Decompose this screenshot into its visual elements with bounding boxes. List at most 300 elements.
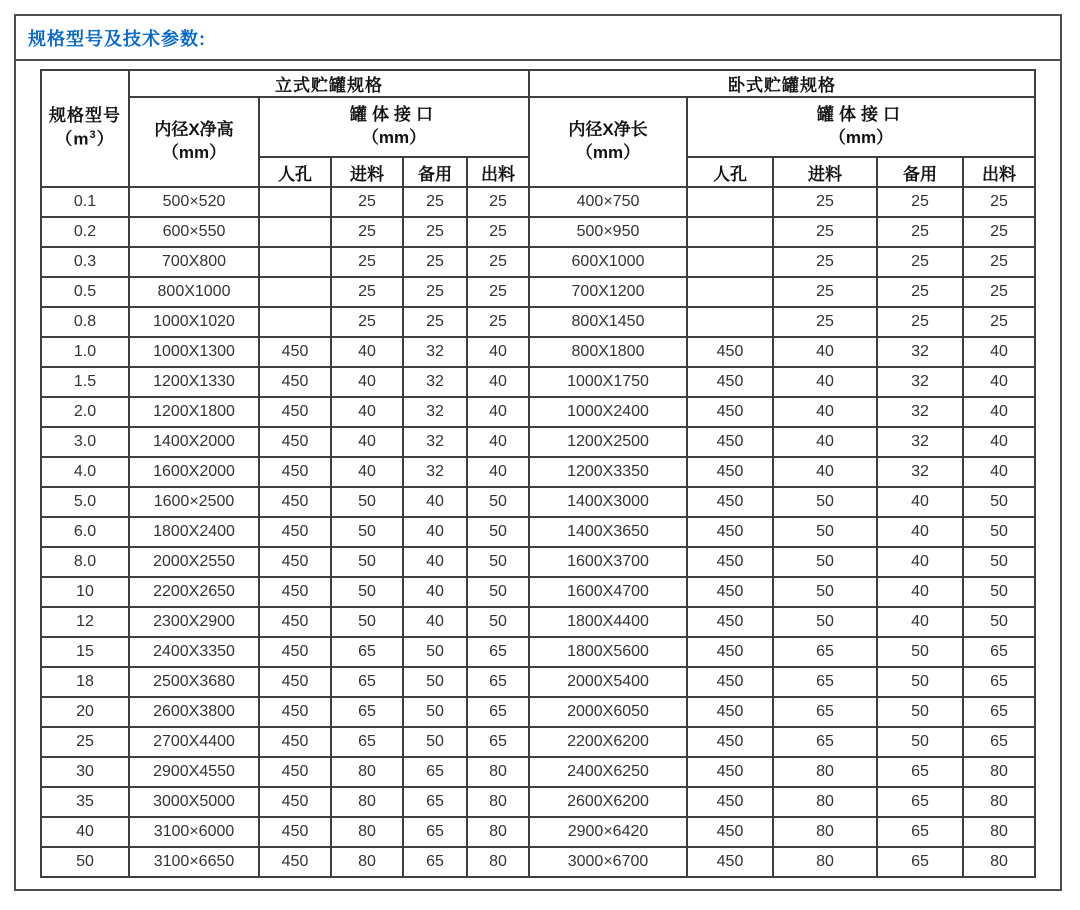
cell-model: 8.0 — [41, 547, 129, 577]
cell-vertical-manhole: 450 — [259, 367, 331, 397]
cell-vertical-spare: 40 — [403, 607, 467, 637]
cell-vertical-outlet: 50 — [467, 577, 529, 607]
table-row — [41, 847, 1035, 877]
cell-vertical-spare: 40 — [403, 577, 467, 607]
cell-horizontal-feed: 40 — [773, 367, 877, 397]
header-vertical-ports-unit: （mm） — [361, 128, 427, 147]
cell-horizontal-feed: 40 — [773, 457, 877, 487]
cell-horizontal-dim: 2600X6200 — [529, 787, 687, 817]
cell-vertical-feed: 25 — [331, 307, 403, 337]
cell-horizontal-spare: 25 — [877, 187, 963, 217]
cell-vertical-dim: 700X800 — [129, 247, 259, 277]
cell-horizontal-spare: 32 — [877, 457, 963, 487]
cell-vertical-outlet: 40 — [467, 337, 529, 367]
cell-vertical-manhole: 450 — [259, 757, 331, 787]
page-title: 规格型号及技术参数: — [28, 28, 206, 49]
cell-vertical-outlet: 25 — [467, 307, 529, 337]
cell-horizontal-manhole — [687, 277, 773, 307]
cell-horizontal-outlet: 65 — [963, 697, 1035, 727]
header-model — [41, 70, 129, 187]
cell-vertical-manhole: 450 — [259, 817, 331, 847]
cell-horizontal-feed: 25 — [773, 277, 877, 307]
cell-horizontal-feed: 80 — [773, 757, 877, 787]
header-group-horizontal: 卧式贮罐规格 — [529, 70, 1035, 97]
cell-vertical-feed: 80 — [331, 817, 403, 847]
cell-horizontal-dim: 800X1450 — [529, 307, 687, 337]
header-horizontal-ports-unit: （mm） — [828, 128, 894, 147]
table-row — [41, 187, 1035, 217]
cell-horizontal-spare: 50 — [877, 637, 963, 667]
cell-horizontal-manhole: 450 — [687, 577, 773, 607]
cell-horizontal-dim: 800X1800 — [529, 337, 687, 367]
cell-vertical-manhole: 450 — [259, 547, 331, 577]
cell-vertical-feed: 50 — [331, 577, 403, 607]
cell-horizontal-dim: 2400X6250 — [529, 757, 687, 787]
cell-horizontal-dim: 1600X4700 — [529, 577, 687, 607]
cell-horizontal-dim: 1000X2400 — [529, 397, 687, 427]
cell-horizontal-spare: 40 — [877, 607, 963, 637]
cell-vertical-dim: 800X1000 — [129, 277, 259, 307]
cell-horizontal-spare: 40 — [877, 547, 963, 577]
cell-vertical-dim: 1800X2400 — [129, 517, 259, 547]
cell-vertical-outlet: 65 — [467, 727, 529, 757]
cell-horizontal-outlet: 40 — [963, 337, 1035, 367]
cell-horizontal-feed: 25 — [773, 187, 877, 217]
cell-vertical-manhole: 450 — [259, 697, 331, 727]
header-horizontal-dim-unit: （mm） — [575, 143, 641, 162]
cell-vertical-manhole — [259, 247, 331, 277]
cell-model: 4.0 — [41, 457, 129, 487]
cell-vertical-outlet: 50 — [467, 517, 529, 547]
cell-horizontal-feed: 40 — [773, 397, 877, 427]
cell-horizontal-feed: 25 — [773, 247, 877, 277]
cell-vertical-feed: 40 — [331, 457, 403, 487]
cell-horizontal-manhole: 450 — [687, 637, 773, 667]
cell-vertical-feed: 25 — [331, 247, 403, 277]
cell-horizontal-manhole: 450 — [687, 517, 773, 547]
cell-model: 10 — [41, 577, 129, 607]
header-vertical-spare: 备用 — [403, 157, 467, 187]
cell-horizontal-dim: 1200X2500 — [529, 427, 687, 457]
cell-horizontal-feed: 50 — [773, 487, 877, 517]
header-vertical-dim-unit: （mm） — [161, 143, 227, 162]
cell-horizontal-outlet: 65 — [963, 727, 1035, 757]
cell-horizontal-manhole: 450 — [687, 787, 773, 817]
cell-vertical-feed: 50 — [331, 547, 403, 577]
cell-horizontal-feed: 65 — [773, 697, 877, 727]
cell-horizontal-outlet: 80 — [963, 757, 1035, 787]
cell-vertical-feed: 50 — [331, 607, 403, 637]
cell-horizontal-manhole: 450 — [687, 817, 773, 847]
cell-vertical-feed: 65 — [331, 727, 403, 757]
cell-horizontal-spare: 50 — [877, 727, 963, 757]
cell-horizontal-spare: 25 — [877, 277, 963, 307]
cell-horizontal-spare: 65 — [877, 787, 963, 817]
cell-vertical-dim: 2900X4550 — [129, 757, 259, 787]
cell-horizontal-spare: 32 — [877, 397, 963, 427]
header-horizontal-feed: 进料 — [773, 157, 877, 187]
cell-vertical-dim: 500×520 — [129, 187, 259, 217]
cell-horizontal-spare: 40 — [877, 487, 963, 517]
table-row — [41, 577, 1035, 607]
cell-vertical-outlet: 50 — [467, 547, 529, 577]
cell-horizontal-outlet: 65 — [963, 637, 1035, 667]
cell-vertical-dim: 2000X2550 — [129, 547, 259, 577]
cell-vertical-feed: 65 — [331, 697, 403, 727]
cell-vertical-manhole: 450 — [259, 487, 331, 517]
cell-vertical-dim: 1000X1300 — [129, 337, 259, 367]
cell-model: 20 — [41, 697, 129, 727]
cell-model: 6.0 — [41, 517, 129, 547]
cell-horizontal-outlet: 40 — [963, 457, 1035, 487]
cell-vertical-manhole: 450 — [259, 607, 331, 637]
cell-vertical-outlet: 80 — [467, 757, 529, 787]
cell-vertical-dim: 2300X2900 — [129, 607, 259, 637]
cell-vertical-feed: 80 — [331, 757, 403, 787]
cell-model: 0.2 — [41, 217, 129, 247]
cell-vertical-outlet: 80 — [467, 787, 529, 817]
cell-horizontal-feed: 50 — [773, 517, 877, 547]
cell-vertical-outlet: 50 — [467, 487, 529, 517]
cell-vertical-spare: 65 — [403, 757, 467, 787]
table-row — [41, 517, 1035, 547]
header-horizontal-spare: 备用 — [877, 157, 963, 187]
cell-horizontal-outlet: 65 — [963, 667, 1035, 697]
cell-horizontal-outlet: 40 — [963, 427, 1035, 457]
table-row — [41, 817, 1035, 847]
cell-horizontal-feed: 65 — [773, 727, 877, 757]
cell-horizontal-dim: 1000X1750 — [529, 367, 687, 397]
cell-vertical-spare: 65 — [403, 787, 467, 817]
header-horizontal-dim-line1: 内径X净长 — [568, 120, 648, 140]
cell-vertical-outlet: 25 — [467, 247, 529, 277]
cell-horizontal-outlet: 25 — [963, 187, 1035, 217]
cell-model: 15 — [41, 637, 129, 667]
header-horizontal-dim — [529, 97, 687, 187]
cell-vertical-feed: 40 — [331, 367, 403, 397]
header-vertical-ports — [259, 97, 529, 157]
cell-horizontal-outlet: 50 — [963, 517, 1035, 547]
cell-model: 2.0 — [41, 397, 129, 427]
cell-horizontal-manhole — [687, 247, 773, 277]
cell-horizontal-outlet: 25 — [963, 307, 1035, 337]
spec-table-head — [41, 70, 1035, 187]
cell-vertical-dim: 2600X3800 — [129, 697, 259, 727]
cell-vertical-manhole: 450 — [259, 427, 331, 457]
cell-horizontal-outlet: 50 — [963, 487, 1035, 517]
content-area — [16, 61, 1060, 878]
cell-model: 40 — [41, 817, 129, 847]
cell-horizontal-outlet: 80 — [963, 787, 1035, 817]
cell-vertical-manhole: 450 — [259, 397, 331, 427]
table-row — [41, 457, 1035, 487]
cell-vertical-dim: 1600×2500 — [129, 487, 259, 517]
cell-horizontal-manhole: 450 — [687, 847, 773, 877]
cell-horizontal-outlet: 25 — [963, 217, 1035, 247]
cell-vertical-spare: 25 — [403, 307, 467, 337]
cell-vertical-spare: 25 — [403, 247, 467, 277]
cell-model: 5.0 — [41, 487, 129, 517]
cell-horizontal-spare: 32 — [877, 337, 963, 367]
cell-horizontal-manhole: 450 — [687, 607, 773, 637]
cell-vertical-manhole — [259, 277, 331, 307]
cell-vertical-manhole: 450 — [259, 787, 331, 817]
cell-horizontal-manhole: 450 — [687, 367, 773, 397]
cell-vertical-spare: 32 — [403, 397, 467, 427]
cell-horizontal-feed: 25 — [773, 217, 877, 247]
header-vertical-manhole: 人孔 — [259, 157, 331, 187]
cell-horizontal-spare: 40 — [877, 577, 963, 607]
cell-vertical-dim: 2500X3680 — [129, 667, 259, 697]
cell-vertical-spare: 32 — [403, 367, 467, 397]
cell-horizontal-feed: 65 — [773, 637, 877, 667]
cell-horizontal-manhole: 450 — [687, 757, 773, 787]
cell-vertical-spare: 40 — [403, 487, 467, 517]
cell-horizontal-feed: 50 — [773, 547, 877, 577]
cell-vertical-outlet: 65 — [467, 637, 529, 667]
cell-vertical-spare: 40 — [403, 547, 467, 577]
cell-horizontal-manhole — [687, 217, 773, 247]
cell-vertical-manhole: 450 — [259, 727, 331, 757]
cell-horizontal-dim: 1200X3350 — [529, 457, 687, 487]
table-row — [41, 367, 1035, 397]
cell-vertical-dim: 3100×6650 — [129, 847, 259, 877]
cell-vertical-feed: 80 — [331, 847, 403, 877]
table-row — [41, 607, 1035, 637]
cell-model: 1.0 — [41, 337, 129, 367]
cell-vertical-feed: 50 — [331, 517, 403, 547]
header-model-title: 规格型号 — [49, 106, 121, 126]
cell-model: 0.5 — [41, 277, 129, 307]
cell-vertical-dim: 1200X1800 — [129, 397, 259, 427]
cell-horizontal-dim: 500×950 — [529, 217, 687, 247]
table-row — [41, 787, 1035, 817]
table-row — [41, 337, 1035, 367]
cell-horizontal-feed: 80 — [773, 787, 877, 817]
cell-horizontal-dim: 1600X3700 — [529, 547, 687, 577]
cell-vertical-spare: 32 — [403, 337, 467, 367]
cell-horizontal-feed: 50 — [773, 607, 877, 637]
cell-horizontal-manhole — [687, 307, 773, 337]
header-vertical-outlet: 出料 — [467, 157, 529, 187]
table-row — [41, 397, 1035, 427]
cell-horizontal-dim: 2200X6200 — [529, 727, 687, 757]
cell-vertical-outlet: 25 — [467, 217, 529, 247]
cell-model: 0.3 — [41, 247, 129, 277]
cell-vertical-manhole: 450 — [259, 577, 331, 607]
table-row — [41, 427, 1035, 457]
cell-horizontal-outlet: 50 — [963, 547, 1035, 577]
cell-vertical-dim: 3000X5000 — [129, 787, 259, 817]
header-vertical-dim — [129, 97, 259, 187]
cell-horizontal-feed: 65 — [773, 667, 877, 697]
cell-horizontal-dim: 700X1200 — [529, 277, 687, 307]
header-mid-row — [41, 97, 1035, 157]
header-vertical-feed: 进料 — [331, 157, 403, 187]
cell-vertical-dim: 2700X4400 — [129, 727, 259, 757]
cell-horizontal-feed: 80 — [773, 817, 877, 847]
cell-vertical-spare: 32 — [403, 457, 467, 487]
cell-vertical-dim: 1600X2000 — [129, 457, 259, 487]
cell-vertical-dim: 3100×6000 — [129, 817, 259, 847]
cell-vertical-dim: 2200X2650 — [129, 577, 259, 607]
cell-vertical-dim: 1000X1020 — [129, 307, 259, 337]
cell-horizontal-manhole: 450 — [687, 457, 773, 487]
cell-horizontal-manhole: 450 — [687, 667, 773, 697]
cell-vertical-feed: 50 — [331, 487, 403, 517]
cell-horizontal-manhole: 450 — [687, 547, 773, 577]
header-group-vertical: 立式贮罐规格 — [129, 70, 529, 97]
spec-table-body — [41, 187, 1035, 877]
cell-horizontal-outlet: 25 — [963, 247, 1035, 277]
spec-table — [40, 69, 1036, 878]
cell-vertical-outlet: 50 — [467, 607, 529, 637]
cell-vertical-spare: 25 — [403, 187, 467, 217]
cell-vertical-spare: 25 — [403, 217, 467, 247]
cell-vertical-manhole — [259, 187, 331, 217]
header-horizontal-ports-title: 罐体接口 — [817, 105, 905, 125]
cell-vertical-spare: 65 — [403, 847, 467, 877]
cell-model: 1.5 — [41, 367, 129, 397]
header-model-unit: $(m^3)$ — [55, 129, 115, 149]
cell-vertical-outlet: 65 — [467, 667, 529, 697]
table-row — [41, 637, 1035, 667]
cell-vertical-manhole — [259, 217, 331, 247]
cell-vertical-manhole: 450 — [259, 457, 331, 487]
table-row — [41, 487, 1035, 517]
cell-horizontal-outlet: 50 — [963, 577, 1035, 607]
cell-horizontal-outlet: 40 — [963, 397, 1035, 427]
cell-horizontal-dim: 2000X6050 — [529, 697, 687, 727]
cell-vertical-spare: 40 — [403, 517, 467, 547]
cell-vertical-outlet: 40 — [467, 427, 529, 457]
cell-vertical-spare: 32 — [403, 427, 467, 457]
cell-horizontal-manhole: 450 — [687, 727, 773, 757]
page-frame — [14, 14, 1062, 891]
cell-model: 35 — [41, 787, 129, 817]
cell-horizontal-dim: 2000X5400 — [529, 667, 687, 697]
cell-vertical-feed: 80 — [331, 787, 403, 817]
cell-vertical-feed: 65 — [331, 637, 403, 667]
cell-horizontal-feed: 40 — [773, 427, 877, 457]
cell-vertical-spare: 50 — [403, 637, 467, 667]
cell-horizontal-spare: 65 — [877, 847, 963, 877]
cell-horizontal-outlet: 50 — [963, 607, 1035, 637]
cell-model: 3.0 — [41, 427, 129, 457]
cell-vertical-manhole: 450 — [259, 517, 331, 547]
cell-horizontal-outlet: 80 — [963, 847, 1035, 877]
title-band — [16, 16, 1060, 61]
cell-horizontal-spare: 40 — [877, 517, 963, 547]
cell-model: 0.8 — [41, 307, 129, 337]
cell-horizontal-spare: 65 — [877, 817, 963, 847]
cell-vertical-spare: 50 — [403, 667, 467, 697]
cell-horizontal-manhole: 450 — [687, 697, 773, 727]
cell-model: 18 — [41, 667, 129, 697]
cell-horizontal-manhole: 450 — [687, 427, 773, 457]
cell-vertical-outlet: 40 — [467, 457, 529, 487]
cell-horizontal-spare: 32 — [877, 367, 963, 397]
table-row — [41, 547, 1035, 577]
table-row — [41, 667, 1035, 697]
cell-horizontal-outlet: 40 — [963, 367, 1035, 397]
cell-horizontal-spare: 65 — [877, 757, 963, 787]
cell-vertical-manhole: 450 — [259, 637, 331, 667]
cell-horizontal-dim: 1400X3650 — [529, 517, 687, 547]
cell-vertical-outlet: 40 — [467, 397, 529, 427]
cell-horizontal-dim: 600X1000 — [529, 247, 687, 277]
header-group-row — [41, 70, 1035, 97]
table-row — [41, 247, 1035, 277]
cell-vertical-feed: 25 — [331, 187, 403, 217]
cell-vertical-feed: 40 — [331, 397, 403, 427]
cell-vertical-outlet: 40 — [467, 367, 529, 397]
cell-vertical-spare: 50 — [403, 697, 467, 727]
table-row — [41, 277, 1035, 307]
cell-horizontal-feed: 25 — [773, 307, 877, 337]
header-horizontal-manhole: 人孔 — [687, 157, 773, 187]
cell-vertical-manhole: 450 — [259, 667, 331, 697]
cell-model: 25 — [41, 727, 129, 757]
table-row — [41, 217, 1035, 247]
cell-horizontal-spare: 25 — [877, 307, 963, 337]
cell-vertical-feed: 65 — [331, 667, 403, 697]
header-horizontal-outlet: 出料 — [963, 157, 1035, 187]
cell-horizontal-dim: 1800X4400 — [529, 607, 687, 637]
cell-vertical-spare: 50 — [403, 727, 467, 757]
cell-vertical-manhole — [259, 307, 331, 337]
cell-horizontal-manhole: 450 — [687, 337, 773, 367]
cell-vertical-dim: 1200X1330 — [129, 367, 259, 397]
table-row — [41, 697, 1035, 727]
cell-model: 30 — [41, 757, 129, 787]
header-vertical-ports-title: 罐体接口 — [350, 105, 438, 125]
cell-vertical-feed: 25 — [331, 277, 403, 307]
cell-vertical-manhole: 450 — [259, 847, 331, 877]
cell-horizontal-outlet: 80 — [963, 817, 1035, 847]
cell-model: 0.1 — [41, 187, 129, 217]
cell-vertical-manhole: 450 — [259, 337, 331, 367]
cell-horizontal-spare: 50 — [877, 697, 963, 727]
cell-model: 50 — [41, 847, 129, 877]
cell-vertical-outlet: 65 — [467, 697, 529, 727]
cell-vertical-feed: 25 — [331, 217, 403, 247]
cell-vertical-dim: 600×550 — [129, 217, 259, 247]
cell-vertical-outlet: 25 — [467, 187, 529, 217]
cell-horizontal-manhole: 450 — [687, 487, 773, 517]
cell-vertical-dim: 1400X2000 — [129, 427, 259, 457]
table-row — [41, 727, 1035, 757]
cell-vertical-spare: 65 — [403, 817, 467, 847]
cell-horizontal-dim: 2900×6420 — [529, 817, 687, 847]
cell-horizontal-spare: 32 — [877, 427, 963, 457]
cell-horizontal-dim: 1800X5600 — [529, 637, 687, 667]
cell-horizontal-spare: 25 — [877, 217, 963, 247]
cell-model: 12 — [41, 607, 129, 637]
header-vertical-dim-line1: 内径X净高 — [154, 120, 234, 140]
cell-vertical-outlet: 80 — [467, 847, 529, 877]
cell-horizontal-feed: 80 — [773, 847, 877, 877]
cell-vertical-dim: 2400X3350 — [129, 637, 259, 667]
cell-vertical-spare: 25 — [403, 277, 467, 307]
cell-vertical-feed: 40 — [331, 427, 403, 457]
cell-horizontal-dim: 1400X3000 — [529, 487, 687, 517]
cell-horizontal-manhole — [687, 187, 773, 217]
cell-vertical-feed: 40 — [331, 337, 403, 367]
cell-horizontal-feed: 50 — [773, 577, 877, 607]
cell-vertical-outlet: 80 — [467, 817, 529, 847]
cell-horizontal-feed: 40 — [773, 337, 877, 367]
